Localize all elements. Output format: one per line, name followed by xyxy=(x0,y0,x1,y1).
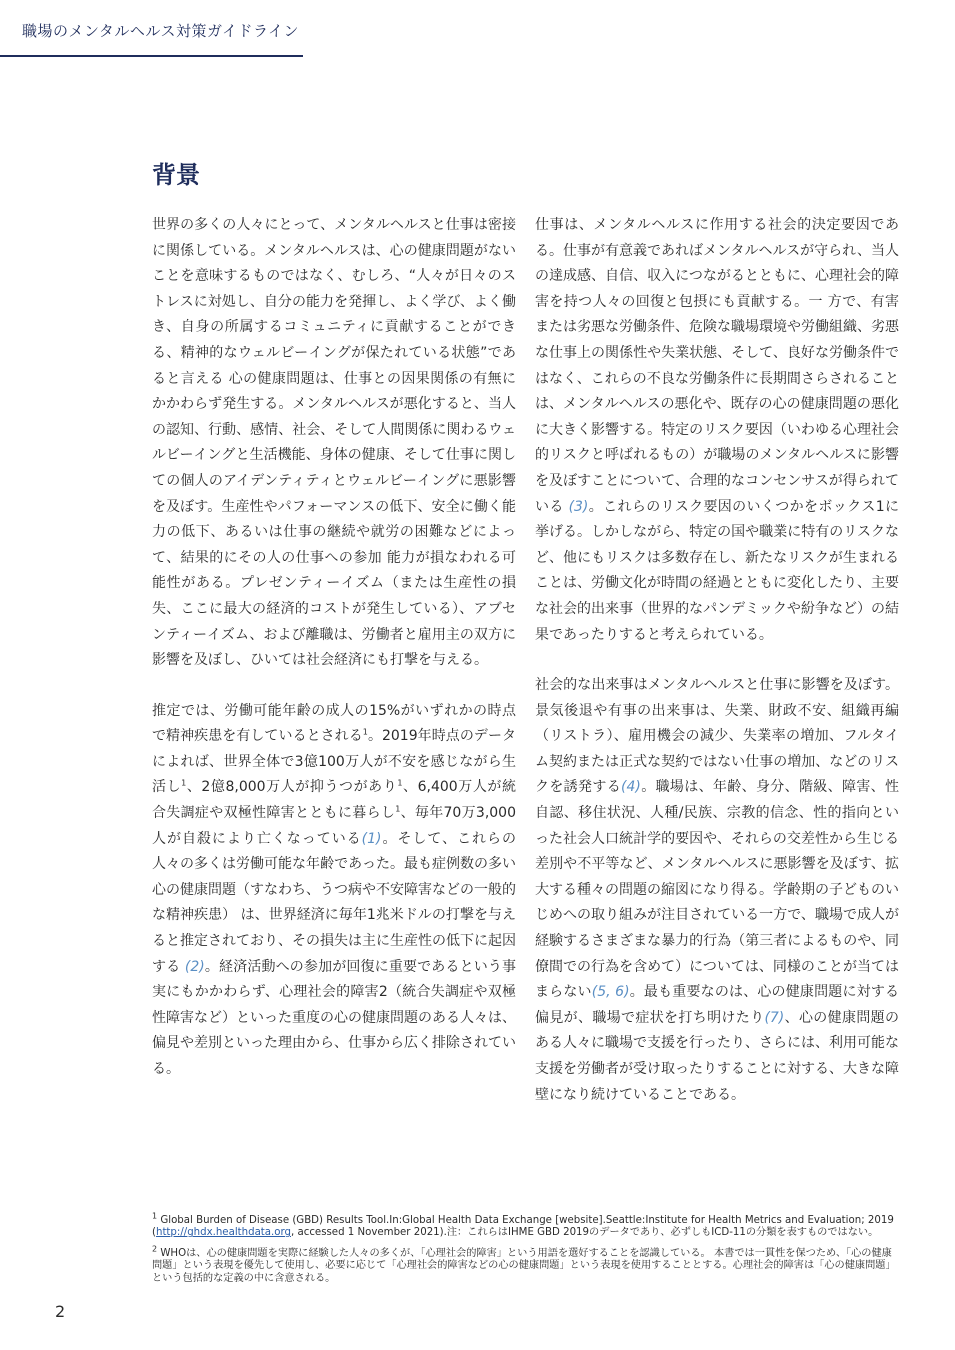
citation-ref[interactable]: (2) xyxy=(184,958,205,975)
footnote-ref[interactable]: 1 xyxy=(397,778,403,788)
text-run: 。これらのリスク要因のいくつかをボックス1に挙げる。しかしながら、特定の国や職業に特有のリスクなど、他にもリスクは多数存在し、新たなリスクが生まれることは、労働文化が時間の経過とともに変化したり、主要な社会的出来事（世界的なパンデミックや紛争など）の結果であったりすると考えられている。 xyxy=(535,498,899,643)
citation-ref[interactable]: (7) xyxy=(764,1009,785,1026)
footnote-ref[interactable]: 1 xyxy=(181,778,187,788)
citation-ref[interactable]: (4) xyxy=(621,779,641,796)
text-run: 。そして、これらの人々の多くは労働可能な年齢であった。最も症例数の多い心の健康問題（すなわち、うつ病や不安障害などの一般的な精神疾患） は、世界経済に毎年1兆米ドルの打撃を与えると推定されており、その損失は主に生産性の低下に起因する xyxy=(152,830,516,975)
text-run: 、心の健康問題のある人々に職場で支援を行ったり、さらには、利用可能な支援を労働者が受け取ったりすることに対する、大きな障壁になり続けていることである。 xyxy=(535,1009,899,1103)
left-column xyxy=(152,213,516,1108)
footnote-mark: 2 xyxy=(152,1244,158,1254)
right-column xyxy=(535,213,899,1133)
right-paragraph-1 xyxy=(535,213,899,648)
footnote-1 xyxy=(152,1211,897,1240)
text-run: 推定では、労働可能年齢の成人の15%がいずれかの時点で精神疾患を有しているとされる xyxy=(152,702,516,745)
text-run: 社会的な出来事はメンタルヘルスと仕事に影響を及ぼす。景気後退や有事の出来事は、失業、財政不安、組織再編（リストラ）、雇用機会の減少、失業率の増加、フルタイム契約または正式な契約ではない仕事の増加、などのリスクを誘発する xyxy=(535,677,899,796)
right-paragraph-2 xyxy=(535,673,899,1108)
text-run: 、6,400万人が統合失調症や双極性障害とともに暮らし xyxy=(152,779,516,822)
running-header-title: 職場のメンタルヘルス対策ガイドライン xyxy=(22,22,300,40)
text-run: 。2019年時点のデータによれば、世界全体で3億100万人が不安を感じながら生活し xyxy=(152,728,516,796)
footnote-ref[interactable]: 1 xyxy=(362,727,368,737)
footnotes xyxy=(152,1211,897,1293)
citation-ref[interactable]: (5, 6) xyxy=(591,984,630,1001)
footnote-mark: 1 xyxy=(152,1211,158,1221)
footnote-text: , accessed 1 November 2021).注：これらはIHME GBD 2019のデータであり、必ずしもICD-11の分類を表すものではない。 xyxy=(291,1227,879,1239)
text-run: 。経済活動への参加が回復に重要であるという事実にもかかわらず、心理社会的障害2（統合失調症や双極性障害など）といった重度の心の健康問題のある人々は、偏見や差別といった理由から、仕事から広く排除されている。 xyxy=(152,958,517,1077)
footnote-2 xyxy=(152,1244,897,1285)
header-rule xyxy=(0,55,303,57)
ghdx-link[interactable]: http://ghdx.healthdata.org xyxy=(155,1227,291,1239)
text-run: 。職場は、年齢、身分、階級、障害、性自認、移住状況、人種/民族、宗教的信念、性的指向といった社会人口統計学的要因や、それらの交差性から生じる差別や不平等など、メンタルヘルスに悪影響を及ぼす、拡大する種々の問題の縮図になり得る。学齢期の子どものいじめへの取り組みが注目されている一方で、職場で成人が経験するさまざまな暴力的行為（第三者によるものや、同僚間での行為を含めて）については、同様のことが当てはまらない xyxy=(535,779,900,1001)
text-run: 仕事は、メンタルヘルスに作用する社会的決定要因である。仕事が有意義であればメンタルヘルスが守られ、当人の達成感、自信、収入につながるとともに、心理社会的障害を持つ人々の回復と包摂にも貢献する。一 方で、有害または劣悪な労働条件、危険な職場環境や労働組織、劣悪な仕事上の関係性や失業状態、そして、良好な労働条件ではなく、これらの不良な労働条件に長期間さらされることは、メンタルヘルスの悪化や、既存の心の健康問題の悪化に大きく影響する。特定のリスク要因（いわゆる心理社会的リスクと呼ばれるもの）が職場のメンタルヘルスに影響を及ぼすことについて、合理的なコンセンサスが得られている xyxy=(535,217,899,515)
footnote-text: WHOは、心の健康問題を実際に経験した人々の多くが、「心理社会的障害」という用語を選好することを認識している。 本書では一貫性を保つため、「心の健康問題」という表現を優先して使用し、必要に応じて「心理社会的障害などの心の健康問題」という表現を使用することとする。心理社会的障害は「心の健康問題」という包括的な定義の中に含意される。 xyxy=(152,1247,896,1284)
left-paragraph-1: 世界の多くの人々にとって、メンタルヘルスと仕事は密接に関係している。メンタルヘルスは、心の健康問題がないことを意味するものではなく、むしろ、“人々が日々のストレスに対処し、自分の能力を発揮し、よく学び、よく働き、自身の所属するコミュニティに貢献することができる、精神的なウェルビーイングが保たれている状態”であると言える 心の健康問題は、仕事との因果関係の有無にかかわらず発生する。メンタルヘルスが悪化すると、当人の認知、行動、感情、社会、そして人間関係に関わるウェルビーイングと生活機能、身体の健康、そして仕事に関しての個人のアイデンティティとウェルビーイングに悪影響を及ぼす。生産性やパフォーマンスの低下、安全に働く能力の低下、あるいは仕事の継続や就労の困難などによって、結果的にその人の仕事への参加 能力が損なわれる可能性がある。プレゼンティーイズム（または生産性の損失、ここに最大の経済的コストが発生している）、アブセンティーイズム、および離職は、労働者と雇用主の双方に影響を及ぼし、ひいては社会経済にも打撃を与える。 xyxy=(152,217,516,669)
citation-ref[interactable]: (3) xyxy=(568,498,589,515)
citation-ref[interactable]: (1) xyxy=(361,830,382,847)
footnote-text: Global Burden of Disease (GBD) Results Tool.In:Global Health Data Exchange [website].Seattle:Institute for Health Metrics and Evaluation; 2019 ( xyxy=(152,1215,894,1239)
text-run: 、毎年70万3,000人が自殺により亡くなっている xyxy=(152,805,517,847)
footnote-ref[interactable]: 1 xyxy=(395,804,401,814)
left-paragraph-2 xyxy=(152,699,516,1083)
page-number: 2 xyxy=(55,1302,66,1321)
text-run: 、2億8,000万人が抑うつがあり xyxy=(186,779,398,796)
text-run: 。最も重要なのは、心の健康問題に対する偏見が、職場で症状を打ち明けたり xyxy=(535,984,900,1026)
section-title: 背景 xyxy=(152,161,200,189)
